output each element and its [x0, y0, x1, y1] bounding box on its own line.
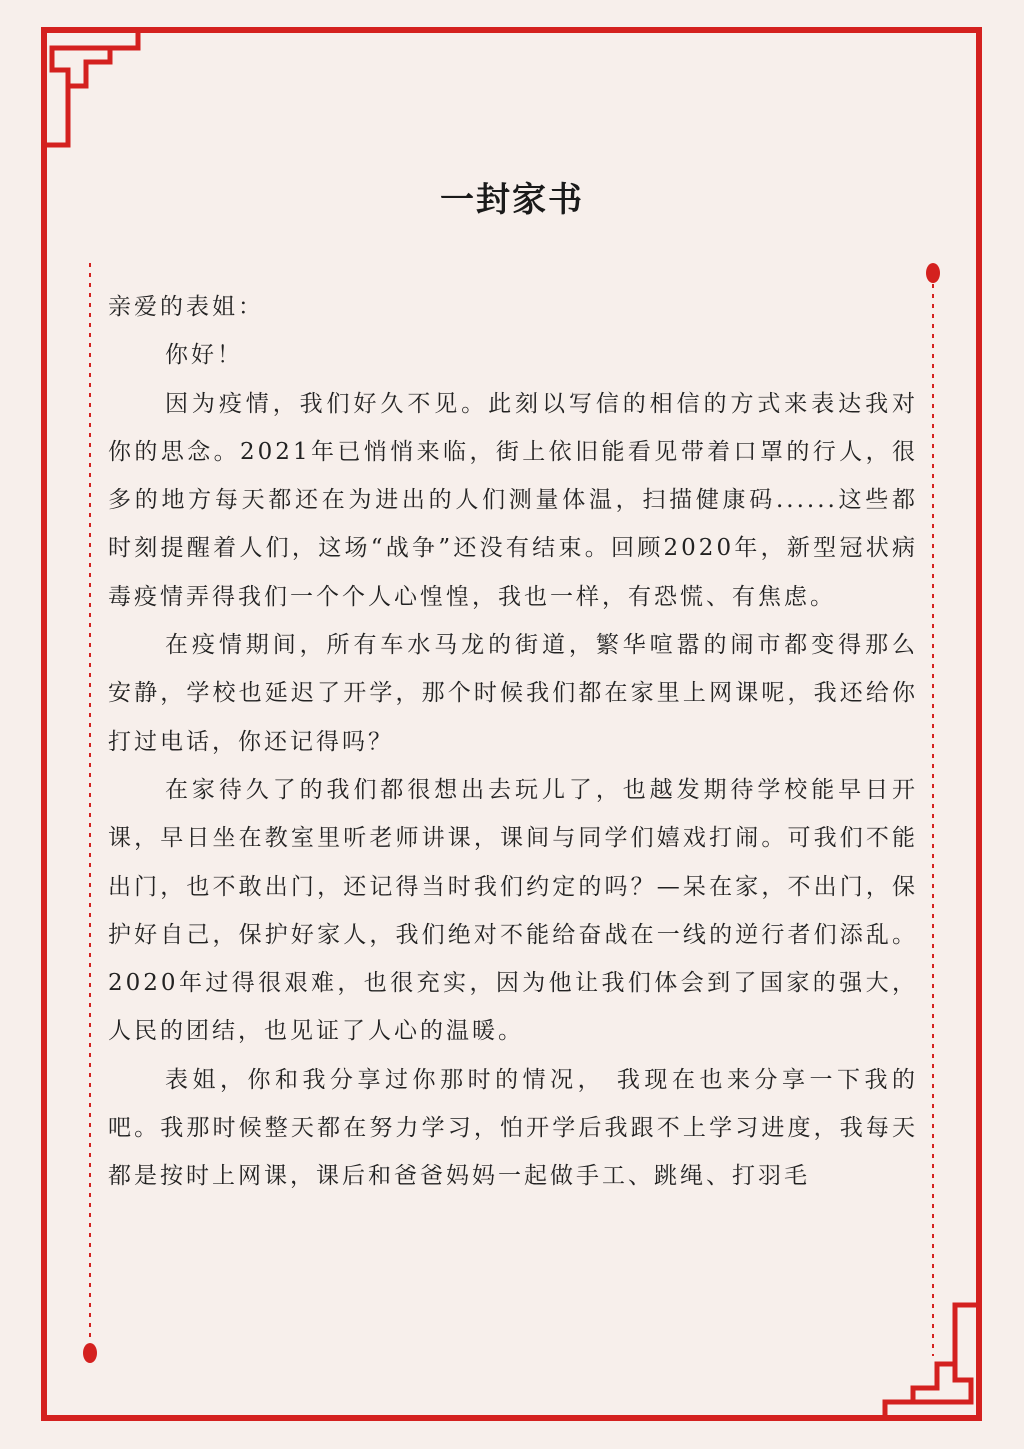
paragraph-1: 因为疫情，我们好久不见。此刻以写信的相信的方式来表达我对你的思念。2021年已悄悄来临，街上依旧能看见带着口罩的行人，很多的地方每天都还在为进出的人们测量体温，扫描健康码......这些都时刻提醒着人们，这场“战争”还没有结束。回顾2020年，新型冠状病毒疫情弄得我们一个个人心惶惶，我也一样，有恐慌、有焦虑。	[108, 390, 918, 610]
corner-ornament-bottom-right	[885, 1305, 979, 1418]
right-line-dot	[926, 263, 940, 283]
corner-ornament-top-left	[44, 30, 138, 145]
paragraph-4: 表姐，你和我分享过你那时的情况， 我现在也来分享一下我的吧。我那时候整天都在努力学习，怕开学后我跟不上学习进度，我每天都是按时上网课，课后和爸爸妈妈一起做手工、跳绳、打羽毛	[108, 1066, 918, 1190]
greeting: 你好！	[165, 342, 243, 369]
paragraph-2: 在疫情期间，所有车水马龙的街道，繁华喧嚣的闹市都变得那么安静，学校也延迟了开学，那个时候我们都在家里上网课呢，我还给你打过电话，你还记得吗？	[108, 632, 918, 755]
paragraph-3: 在家待久了的我们都很想出去玩儿了，也越发期待学校能早日开课，早日坐在教室里听老师讲课，课间与同学们嬉戏打闹。可我们不能出门，也不敢出门，还记得当时我们约定的吗？—呆在家，不出门，保护好自己，保护好家人，我们绝对不能给奋战在一线的逆行者们添乱。2020年过得很艰难，也很充实，因为他让我们体会到了国家的强大，人民的团结，也见证了人心的温暖。	[108, 776, 918, 1045]
salutation: 亲爱的表姐：	[108, 294, 264, 320]
letter-body	[108, 283, 918, 1201]
left-line-dot	[83, 1343, 97, 1363]
page-title: 一封家书	[440, 180, 584, 220]
